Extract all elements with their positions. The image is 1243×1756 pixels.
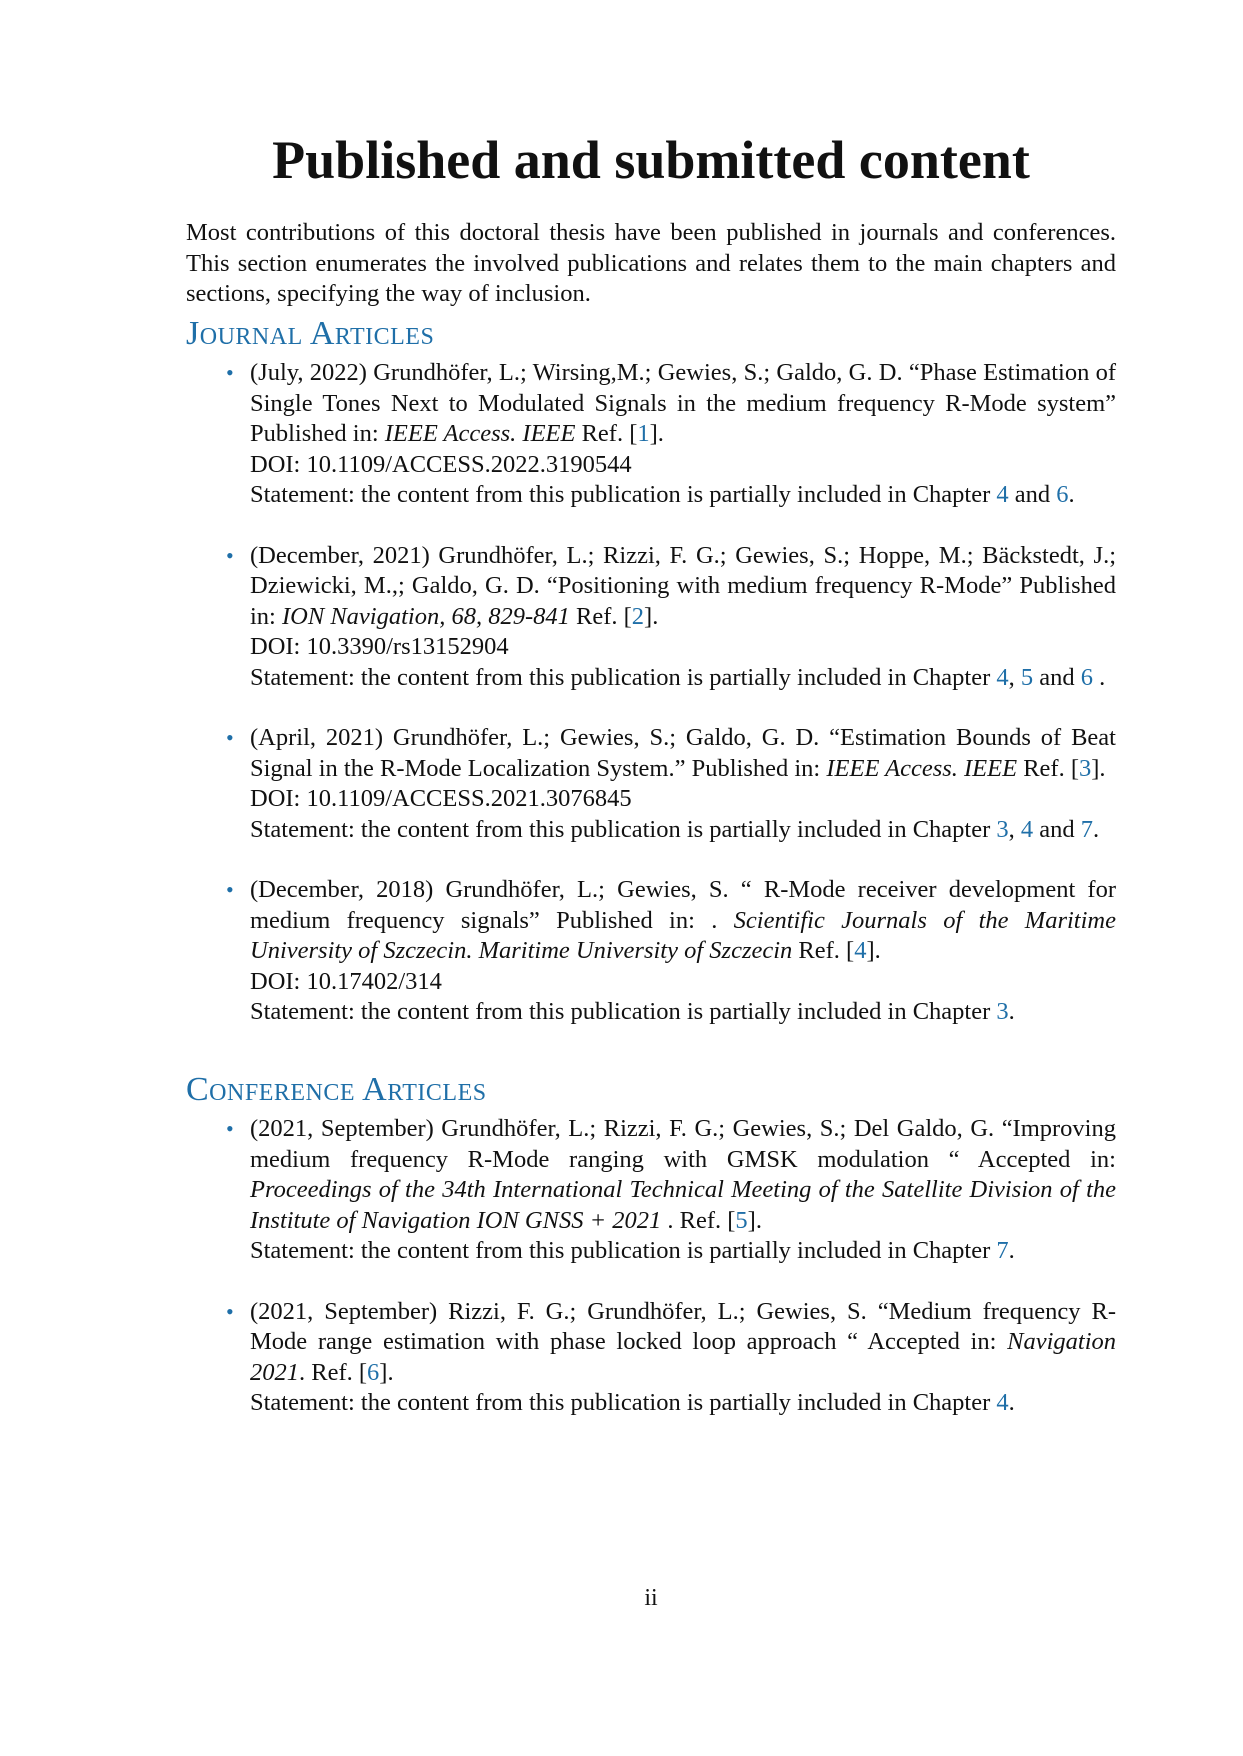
ref-suffix: ]. (866, 937, 881, 964)
statement (250, 480, 1116, 511)
chapter-link[interactable]: 3 (996, 815, 1009, 843)
journal-articles-heading-text: Journal Articles (186, 315, 435, 352)
statement-text: Statement: the content from this publication is partially included in Chapter (250, 1389, 997, 1416)
bullet-icon: • (226, 360, 234, 385)
statement-text: Statement: the content from this publication is partially included in Chapter (250, 998, 997, 1025)
citation-text: (2021, September) Grundhöfer, L.; Rizzi, F. G.; Gewies, S.; Del Galdo, G. “Improving medium frequency R-Mode ranging with GMSK modulation “ Accepted in: (250, 1115, 1116, 1173)
ref-prefix: Ref. [ (569, 602, 632, 630)
chapter-link[interactable]: 7 (1080, 815, 1094, 843)
doi: DOI: 10.1109/ACCESS.2022.3190544 (250, 450, 632, 478)
page (186, 0, 1116, 1756)
separator: and (1033, 663, 1081, 691)
ref-prefix: . Ref. [ (299, 1358, 368, 1386)
statement-text: Statement: the content from this publication is partially included in Chapter (250, 663, 997, 691)
conference-article-item (186, 1114, 1116, 1267)
chapter-link[interactable]: 7 (996, 1237, 1009, 1264)
chapter-link[interactable]: 3 (996, 998, 1009, 1025)
bullet-icon: • (226, 1298, 234, 1324)
citation (250, 1114, 1116, 1236)
chapter-link[interactable]: 4 (1020, 815, 1034, 843)
ref-prefix: Ref. [ (575, 420, 638, 447)
separator: . (1008, 1389, 1015, 1416)
journal-article-item (186, 723, 1116, 845)
doi: DOI: 10.3390/rs13152904 (250, 633, 509, 660)
reference-link[interactable]: 3 (1079, 754, 1092, 782)
ref-suffix: ]. (747, 1206, 762, 1234)
reference-link[interactable]: 2 (631, 602, 645, 630)
citation-text: (April, 2021) Grundhöfer, L.; Gewies, S.; Galdo, G. D. “Estimation Bounds of Beat Signal in the R-Mode Localization System.” Published in: (250, 724, 1116, 782)
ref-prefix: Ref. [ (792, 937, 855, 964)
venue: ION Navigation, 68, 829-841 (282, 602, 570, 630)
separator: , (1008, 815, 1021, 843)
separator: and (1008, 481, 1057, 508)
ref-suffix: ]. (1091, 754, 1106, 782)
separator: and (1033, 815, 1081, 843)
page-title: Published and submitted content (272, 130, 1030, 190)
statement (250, 663, 1116, 694)
statement (250, 997, 1116, 1028)
conference-articles-heading (186, 1070, 1116, 1110)
ref-suffix: ]. (644, 602, 659, 630)
bullet-icon: • (226, 877, 234, 902)
ref-suffix: ]. (649, 420, 664, 447)
citation-text: (July, 2022) Grundhöfer, L.; Wirsing,M.; Gewies, S.; Galdo, G. D. “Phase Estimation of Single Tones Next to Modulated Signals in the medium frequency R-Mode system” Published in: (250, 359, 1116, 447)
separator: . (1093, 815, 1100, 843)
bullet-icon: • (226, 542, 234, 568)
venue: Navigation 2021 (250, 1328, 1116, 1386)
venue: IEEE Access. IEEE (384, 420, 576, 447)
doi: DOI: 10.1109/ACCESS.2021.3076845 (250, 785, 632, 812)
citation (250, 723, 1116, 784)
bullet-icon: • (226, 1116, 234, 1141)
separator: . (1093, 663, 1106, 691)
citation (250, 541, 1116, 633)
journal-articles-section (186, 314, 1116, 1058)
doi: DOI: 10.17402/314 (250, 967, 442, 995)
conference-article-item (186, 1297, 1116, 1419)
journal-articles-list (186, 358, 1116, 1028)
citation (250, 358, 1116, 450)
statement-text: Statement: the content from this publication is partially included in Chapter (250, 1237, 997, 1264)
citation-text: (December, 2018) Grundhöfer, L.; Gewies, S. “ R-Mode receiver development for medium frequency signals” Published in: . (250, 876, 1116, 934)
separator: , (1008, 663, 1021, 691)
separator: . (1008, 1237, 1015, 1264)
ref-prefix: Ref. [ (1017, 754, 1079, 782)
intro-paragraph: Most contributions of this doctoral thesis have been published in journals and conferences. This section enumerates the involved publications and relates them to the main chapters and sections, specifying the way of inclusion. (186, 219, 1116, 307)
journal-articles-heading (186, 314, 1116, 354)
venue: Proceedings of the 34th International Technical Meeting of the Satellite Division of the Institute of Navigation ION GNSS + 2021 (250, 1176, 1116, 1234)
statement (250, 1236, 1116, 1267)
statement (250, 815, 1116, 846)
chapter-link[interactable]: 5 (1020, 663, 1034, 691)
conference-articles-list (186, 1114, 1116, 1419)
chapter-link[interactable]: 4 (996, 1389, 1009, 1416)
citation-text: (2021, September) Rizzi, F. G.; Grundhöfer, L.; Gewies, S. “Medium frequency R-Mode range estimation with phase locked loop approach “ Accepted in: (250, 1297, 1116, 1355)
page-number: ii (644, 1585, 658, 1611)
ref-suffix: ]. (379, 1358, 394, 1386)
conference-articles-section (186, 1070, 1116, 1449)
statement-text: Statement: the content from this publication is partially included in Chapter (250, 481, 997, 508)
reference-link[interactable]: 4 (854, 937, 867, 964)
venue: IEEE Access. IEEE (826, 754, 1018, 782)
chapter-link[interactable]: 6 (1080, 663, 1094, 691)
venue: Scientific Journals of the Maritime University of Szczecin. Maritime University of Szczecin (250, 906, 1116, 964)
citation (250, 1297, 1116, 1389)
journal-article-item (186, 358, 1116, 511)
separator: . (1068, 481, 1075, 508)
journal-article-item (186, 541, 1116, 694)
statement-text: Statement: the content from this publication is partially included in Chapter (250, 815, 997, 843)
chapter-link[interactable]: 6 (1056, 481, 1069, 508)
conference-articles-heading-text: Conference Articles (186, 1071, 487, 1108)
citation-text: (December, 2021) Grundhöfer, L.; Rizzi, F. G.; Gewies, S.; Hoppe, M.; Bäckstedt, J.; Dziewicki, M.,; Galdo, G. D. “Positioning with medium frequency R-Mode” Published in: (250, 541, 1116, 630)
chapter-link[interactable]: 4 (996, 663, 1009, 691)
ref-prefix: . Ref. [ (661, 1206, 736, 1234)
journal-article-item (186, 875, 1116, 1028)
reference-link[interactable]: 6 (367, 1358, 380, 1386)
chapter-link[interactable]: 4 (996, 481, 1009, 508)
reference-link[interactable]: 5 (735, 1206, 748, 1234)
statement (250, 1388, 1116, 1419)
citation (250, 875, 1116, 967)
separator: . (1008, 998, 1015, 1025)
bullet-icon: • (226, 725, 234, 750)
reference-link[interactable]: 1 (637, 420, 650, 447)
